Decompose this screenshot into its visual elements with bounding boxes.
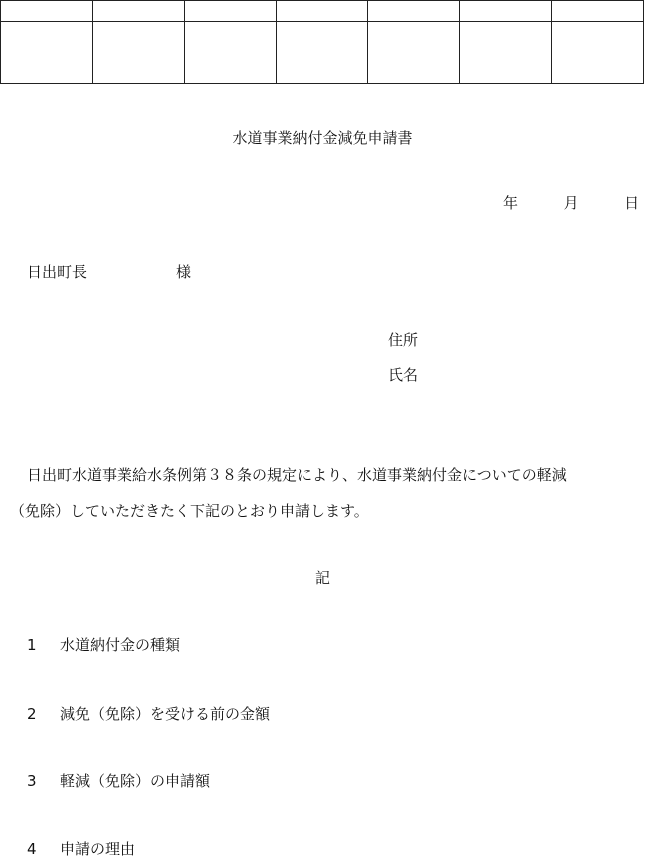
approval-header-cell (276, 1, 368, 22)
item-number: 3 (27, 772, 37, 790)
approval-header-cell (92, 1, 184, 22)
approval-header-cell (1, 1, 93, 22)
approval-stamp-cell (552, 22, 644, 84)
approval-stamp-cell (92, 22, 184, 84)
item-number: 2 (27, 705, 37, 723)
applicant-name-label: 氏名 (388, 366, 419, 384)
approval-stamp-grid (0, 0, 644, 84)
approval-stamp-cell (460, 22, 552, 84)
item-number: 4 (27, 840, 37, 858)
day-label: 日 (624, 194, 640, 212)
item-number: 1 (27, 636, 37, 654)
list-item (27, 704, 270, 724)
approval-stamp-row (1, 22, 644, 84)
approval-stamp-cell (276, 22, 368, 84)
approval-stamp-cell (368, 22, 460, 84)
applicant-address-label: 住所 (388, 331, 419, 349)
approval-header-cell (552, 1, 644, 22)
item-label: 軽減（免除）の申請額 (60, 772, 211, 790)
date-line (503, 193, 639, 213)
approval-header-row (1, 1, 644, 22)
list-item (27, 839, 135, 859)
addressee-name: 日出町長 (27, 263, 88, 281)
ki-heading: 記 (314, 569, 330, 587)
body-text-line-2: （免除）していただきたく下記のとおり申請します。 (10, 502, 369, 520)
list-item (27, 635, 180, 655)
year-label: 年 (503, 194, 519, 212)
document-title: 水道事業納付金減免申請書 (232, 129, 413, 147)
month-label: 月 (563, 194, 579, 212)
approval-header-cell (184, 1, 276, 22)
approval-stamp-cell (1, 22, 93, 84)
item-label: 減免（免除）を受ける前の金額 (60, 705, 271, 723)
list-item (27, 771, 210, 791)
approval-header-cell (460, 1, 552, 22)
approval-stamp-cell (184, 22, 276, 84)
approval-header-cell (368, 1, 460, 22)
addressee-honorific: 様 (176, 263, 192, 281)
body-text-line-1: 日出町水道事業給水条例第３８条の規定により、水道事業納付金についての軽減 (27, 466, 567, 484)
item-label: 水道納付金の種類 (60, 636, 181, 654)
item-label: 申請の理由 (60, 840, 136, 858)
